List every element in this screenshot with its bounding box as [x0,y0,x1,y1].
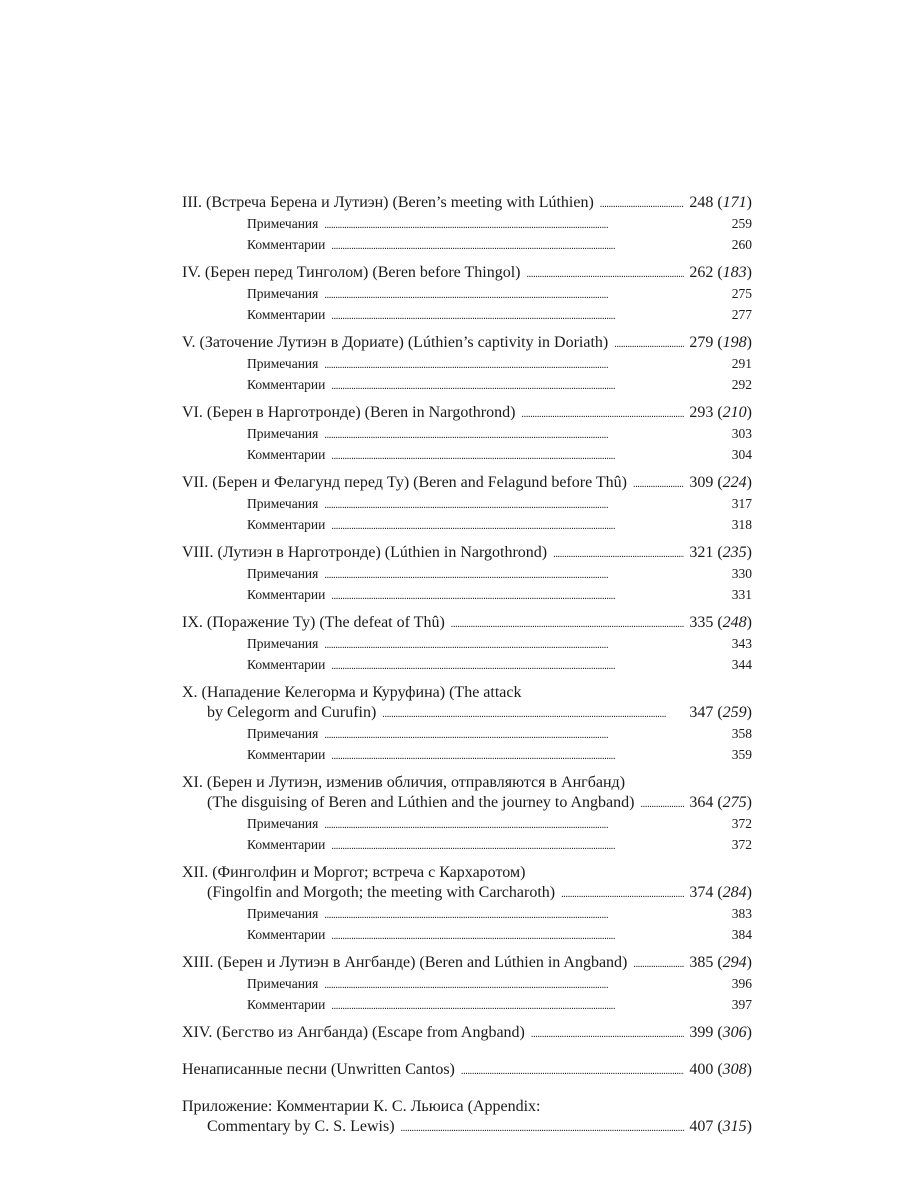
toc-entry-viii [182,543,752,606]
toc-entry-row[interactable] [182,543,752,565]
dot-leader [331,448,726,467]
toc-entry-iv [182,263,752,326]
spacer [182,1089,752,1097]
dot-leader [331,308,726,327]
toc-entry-row[interactable] [182,263,752,285]
notes-row[interactable] [182,425,752,446]
dot-leader [331,748,726,767]
entry-title: III. (Встреча Берена и Лутиэн) (Beren’s meeting with Lúthien) [182,194,594,211]
commentary-label: Комментарии [247,446,326,462]
commentary-page: 277 [731,306,752,322]
notes-label: Примечания [247,726,319,741]
original-page: 315 [722,1118,747,1135]
original-page: 224 [722,474,747,491]
dot-leader [331,588,726,607]
original-page: 198 [722,334,747,351]
notes-page: 372 [731,816,752,831]
notes-page: 291 [731,356,752,371]
entry-title-line1[interactable]: XII. (Финголфин и Моргот; встреча с Кархаротом) [182,864,526,881]
entry-title-line2: (Fingolfin and Morgoth; the meeting with Carcharoth) [207,884,556,901]
toc-entry-vii [182,473,752,536]
entry-page: 335 (248) [689,614,752,631]
entry-title-line2: (The disguising of Beren and Lúthien and the journey to Angband) [207,794,635,811]
notes-row[interactable] [182,565,752,586]
commentary-row[interactable] [182,836,752,857]
entry-title: Ненаписанные песни (Unwritten Cantos) [182,1061,455,1078]
commentary-label: Комментарии [247,516,326,532]
commentary-label: Комментарии [247,376,326,392]
dot-leader [324,907,726,926]
notes-page: 275 [731,286,752,301]
entry-page: 321 (235) [689,544,752,561]
toc-entry-row[interactable] [182,1023,752,1045]
entry-page: 399 (306) [689,1024,752,1041]
dot-leader [331,998,726,1017]
toc-entry-row[interactable] [182,193,752,215]
entry-title: V. (Заточение Лутиэн в Дориате) (Lúthien’s captivity in Doriath) [182,334,609,351]
commentary-row[interactable] [182,586,752,607]
toc-entry-row[interactable] [182,793,752,815]
notes-page: 396 [731,976,752,991]
original-page: 248 [722,614,747,631]
dot-leader [382,705,684,725]
entry-page: 400 (308) [689,1061,752,1078]
entry-title: VI. (Берен в Нарготронде) (Beren in Nargothrond) [182,404,516,421]
commentary-label: Комментарии [247,236,326,252]
notes-label: Примечания [247,976,319,991]
dot-leader [640,795,684,815]
notes-page: 383 [731,906,752,921]
toc-entry-row[interactable] [182,613,752,635]
entry-page: 248 (171) [689,194,752,211]
toc-entry-row[interactable] [182,1117,752,1139]
toc-entry-unwritten-cantos [182,1060,752,1082]
commentary-row[interactable] [182,516,752,537]
dot-leader [331,378,726,397]
toc-entry-row[interactable] [182,703,752,725]
dot-leader [324,217,726,236]
dot-leader [633,475,684,495]
dot-leader [324,637,726,656]
dot-leader [633,955,684,975]
notes-label: Примечания [247,496,319,511]
dot-leader [324,567,726,586]
toc-entry-iii [182,193,752,256]
toc-entry-xi [182,773,752,856]
toc-entry-xiii [182,953,752,1016]
entry-title: VII. (Берен и Фелагунд перед Ту) (Beren and Felagund before Thû) [182,474,627,491]
entry-title: XIV. (Бегство из Ангбанда) (Escape from Angband) [182,1024,525,1041]
notes-page: 317 [731,496,752,511]
spacer [182,1052,752,1060]
table-of-contents [182,193,752,1146]
dot-leader [614,335,684,355]
notes-row[interactable] [182,495,752,516]
commentary-page: 344 [731,656,752,672]
dot-leader [521,405,684,425]
original-page: 284 [722,884,747,901]
commentary-label: Комментарии [247,306,326,322]
commentary-label: Комментарии [247,996,326,1012]
notes-row[interactable] [182,905,752,926]
original-page: 308 [722,1061,747,1078]
dot-leader [331,658,726,677]
entry-title: XIII. (Берен и Лутиэн в Ангбанде) (Beren and Lúthien in Angband) [182,954,628,971]
dot-leader [331,238,726,257]
entry-page: 364 (275) [689,794,752,811]
notes-row[interactable] [182,725,752,746]
notes-label: Примечания [247,426,319,441]
notes-page: 358 [731,726,752,741]
notes-page: 330 [731,566,752,581]
toc-entry-appendix [182,1097,752,1139]
original-page: 210 [722,404,747,421]
commentary-label: Комментарии [247,746,326,762]
dot-leader [324,427,726,446]
notes-label: Примечания [247,816,319,831]
commentary-label: Комментарии [247,926,326,942]
toc-entry-row[interactable] [182,473,752,495]
dot-leader [324,727,726,746]
entry-title-line1[interactable]: X. (Нападение Келегорма и Куруфина) (The attack [182,684,522,701]
commentary-page: 384 [731,926,752,942]
toc-entry-xiv [182,1023,752,1045]
notes-row[interactable] [182,975,752,996]
toc-entry-row[interactable] [182,883,752,905]
toc-entry-row[interactable] [182,333,752,355]
entry-title: IV. (Берен перед Тинголом) (Beren before Thingol) [182,264,521,281]
commentary-page: 292 [731,376,752,392]
entry-page: 407 (315) [689,1118,752,1135]
dot-leader [324,977,726,996]
notes-page: 303 [731,426,752,441]
original-page: 275 [722,794,747,811]
notes-row[interactable] [182,355,752,376]
commentary-row[interactable] [182,656,752,677]
notes-row[interactable] [182,635,752,656]
commentary-page: 397 [731,996,752,1012]
entry-page: 374 (284) [689,884,752,901]
notes-row[interactable] [182,815,752,836]
commentary-row[interactable] [182,746,752,767]
entry-title: VIII. (Лутиэн в Нарготронде) (Lúthien in Nargothrond) [182,544,548,561]
original-page: 183 [722,264,747,281]
entry-page: 309 (224) [689,474,752,491]
toc-entry-ix [182,613,752,676]
toc-entry-row[interactable] [182,403,752,425]
commentary-page: 331 [731,586,752,602]
original-page: 294 [722,954,747,971]
commentary-page: 304 [731,446,752,462]
original-page: 259 [722,704,747,721]
toc-entry-v [182,333,752,396]
dot-leader [526,265,684,285]
dot-leader [331,838,726,857]
entry-page: 347 (259) [689,704,752,721]
toc-entry-x [182,683,752,766]
dot-leader [324,287,726,306]
dot-leader [331,928,726,947]
entry-title-line1[interactable]: Приложение: Комментарии К. С. Льюиса (Appendix: [182,1098,541,1115]
notes-label: Примечания [247,566,319,581]
commentary-page: 260 [731,236,752,252]
dot-leader [451,615,685,635]
notes-page: 259 [731,216,752,231]
commentary-page: 318 [731,516,752,532]
commentary-row[interactable] [182,236,752,257]
commentary-page: 359 [731,746,752,762]
dot-leader [561,885,684,905]
commentary-row[interactable] [182,306,752,327]
commentary-label: Комментарии [247,656,326,672]
toc-entry-row[interactable] [182,1060,752,1082]
commentary-row[interactable] [182,926,752,947]
toc-entry-row[interactable] [182,953,752,975]
original-page: 306 [722,1024,747,1041]
commentary-row[interactable] [182,996,752,1017]
dot-leader [600,195,685,215]
commentary-label: Комментарии [247,586,326,602]
original-page: 171 [722,194,747,211]
notes-label: Примечания [247,216,319,231]
entry-page: 262 (183) [689,264,752,281]
entry-page: 385 (294) [689,954,752,971]
entry-page: 293 (210) [689,404,752,421]
notes-label: Примечания [247,636,319,651]
notes-label: Примечания [247,356,319,371]
notes-row[interactable] [182,285,752,306]
entry-title-line1[interactable]: XI. (Берен и Лутиэн, изменив обличия, отправляются в Ангбанд) [182,774,626,791]
notes-label: Примечания [247,906,319,921]
notes-label: Примечания [247,286,319,301]
notes-page: 343 [731,636,752,651]
toc-entry-xii [182,863,752,946]
dot-leader [553,545,684,565]
notes-row[interactable] [182,215,752,236]
dot-leader [531,1025,684,1045]
dot-leader [324,817,726,836]
toc-entry-vi [182,403,752,466]
commentary-row[interactable] [182,446,752,467]
entry-title-line2: Commentary by C. S. Lewis) [207,1118,395,1135]
commentary-page: 372 [731,836,752,852]
dot-leader [461,1062,684,1082]
dot-leader [324,497,726,516]
dot-leader [331,518,726,537]
dot-leader [324,357,726,376]
entry-title-line2: by Celegorm and Curufin) [207,704,377,721]
original-page: 235 [722,544,747,561]
entry-title: IX. (Поражение Ту) (The defeat of Thû) [182,614,445,631]
commentary-row[interactable] [182,376,752,397]
commentary-label: Комментарии [247,836,326,852]
entry-page: 279 (198) [689,334,752,351]
dot-leader [401,1119,685,1139]
